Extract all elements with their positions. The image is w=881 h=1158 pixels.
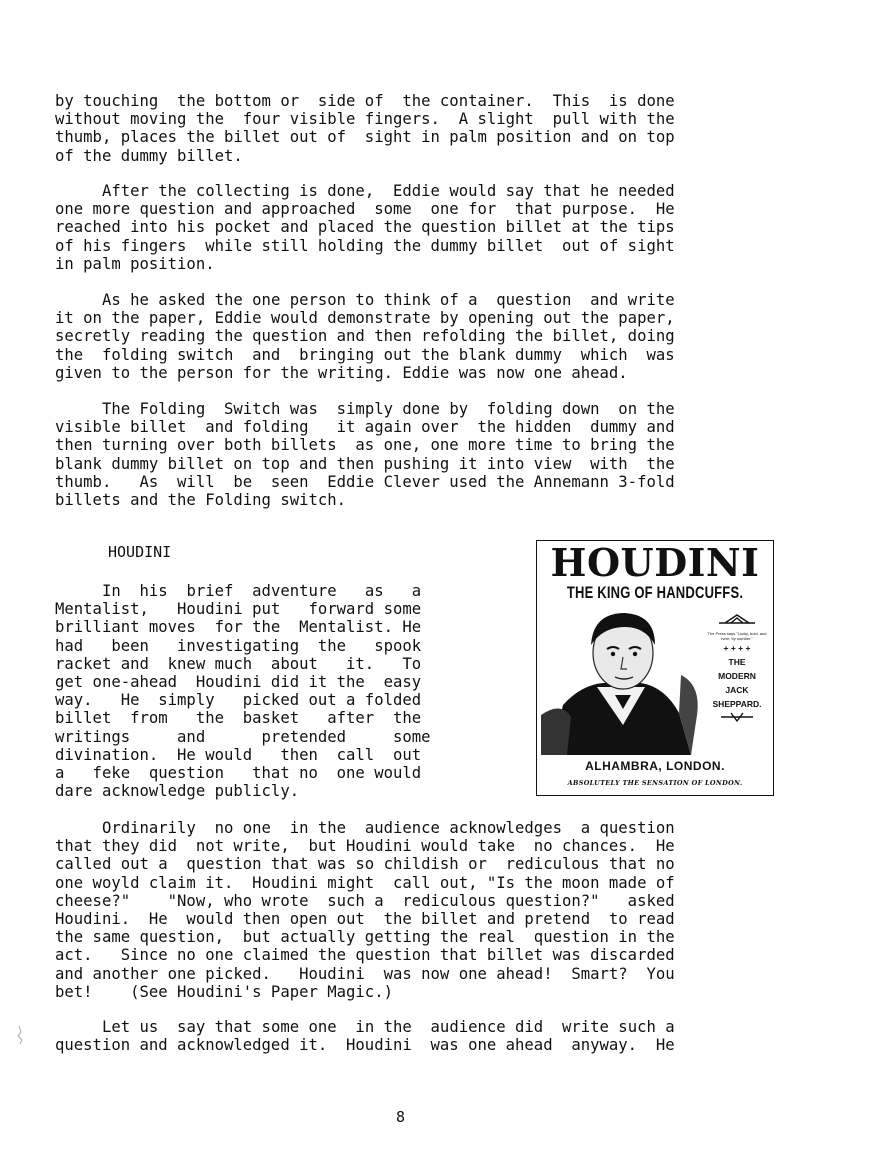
paragraph-1: by touching the bottom or side of the container. This is done without moving the four visible fingers. A slight pull with the thumb, places the billet out of sight in palm position and on top of the dummy billet. xyxy=(55,92,675,165)
page-number: 8 xyxy=(396,1108,406,1126)
poster-side-column xyxy=(705,613,769,727)
poster-tagline: ABSOLUTELY THE SENSATION OF LONDON. xyxy=(567,779,743,787)
houdini-paragraph: In his brief adventure as a Mentalist, Houdini put forward some brilliant moves for the Mentalist. He had been investigating the spook racket and knew much about it. To get one-ahead Houdini did it the easy way. He simply picked out a folded billet from the basket after the writings and pretended some divination. He would then call out a feke question that no one would dare acknowledge publicly. xyxy=(55,582,431,801)
paragraph-4: The Folding Switch was simply done by folding down on the visible billet and folding it again over the hidden dummy and then turning over both billets as one, one more time to bring the blank dummy billet on top and then pushing it into view with the thumb. As will be seen Eddie Clever used the Annemann 3-fold billets and the Folding switch. xyxy=(55,400,675,510)
poster-crosses: + + + + xyxy=(723,643,751,653)
poster-subtitle: THE KING OF HANDCUFFS. xyxy=(566,583,744,602)
margin-smudge-icon xyxy=(14,1024,28,1046)
section-heading: HOUDINI xyxy=(108,543,172,561)
paragraph-3: As he asked the one person to think of a question and write it on the paper, Eddie would demonstrate by opening out the paper, secretly reading the question and then refolding the billet, doing the folding switch and bringing out the blank dummy which was given to the person for the writing. Eddie was now one ahead. xyxy=(55,291,675,382)
ornament-icon xyxy=(717,613,757,627)
paragraph-6: Let us say that some one in the audience did write such a question and acknowledged it. Houdini was one ahead anyway. He xyxy=(55,1018,675,1055)
poster-side-line-4: SHEPPARD. xyxy=(712,699,762,709)
paragraph-2: After the collecting is done, Eddie would say that he needed one more question and approached some one for that purpose. He reached into his pocket and placed the question billet at the tips of his fingers while still holding the dummy billet out of sight in palm position. xyxy=(55,182,675,273)
houdini-portrait-image xyxy=(541,605,705,755)
poster-side-line-3: JACK xyxy=(725,685,749,695)
houdini-poster xyxy=(536,540,774,796)
poster-title: HOUDINI xyxy=(550,540,760,585)
ornament-icon xyxy=(719,711,755,723)
poster-side-line-2: MODERN xyxy=(718,671,756,681)
poster-side-line-1: THE xyxy=(728,657,746,667)
poster-press-quote: The Press says "Lucky, bold, and here, by number." xyxy=(707,631,767,641)
poster-venue: ALHAMBRA, LONDON. xyxy=(585,759,725,773)
paragraph-5: Ordinarily no one in the audience acknowledges a question that they did not write, but Houdini would take no chances. He called out a question that was so childish or rediculous that no one woyld claim it. Houdini might call out, "Is the moon made of cheese?" "Now, who wrote such a rediculous question?" asked Houdini. He would then open out the billet and pretend to read the same question, but actually getting the real question in the act. Since no one claimed the question that billet was discarded and another one picked. Houdini was now one ahead! Smart? You bet! (See Houdini's Paper Magic.) xyxy=(55,819,675,1001)
